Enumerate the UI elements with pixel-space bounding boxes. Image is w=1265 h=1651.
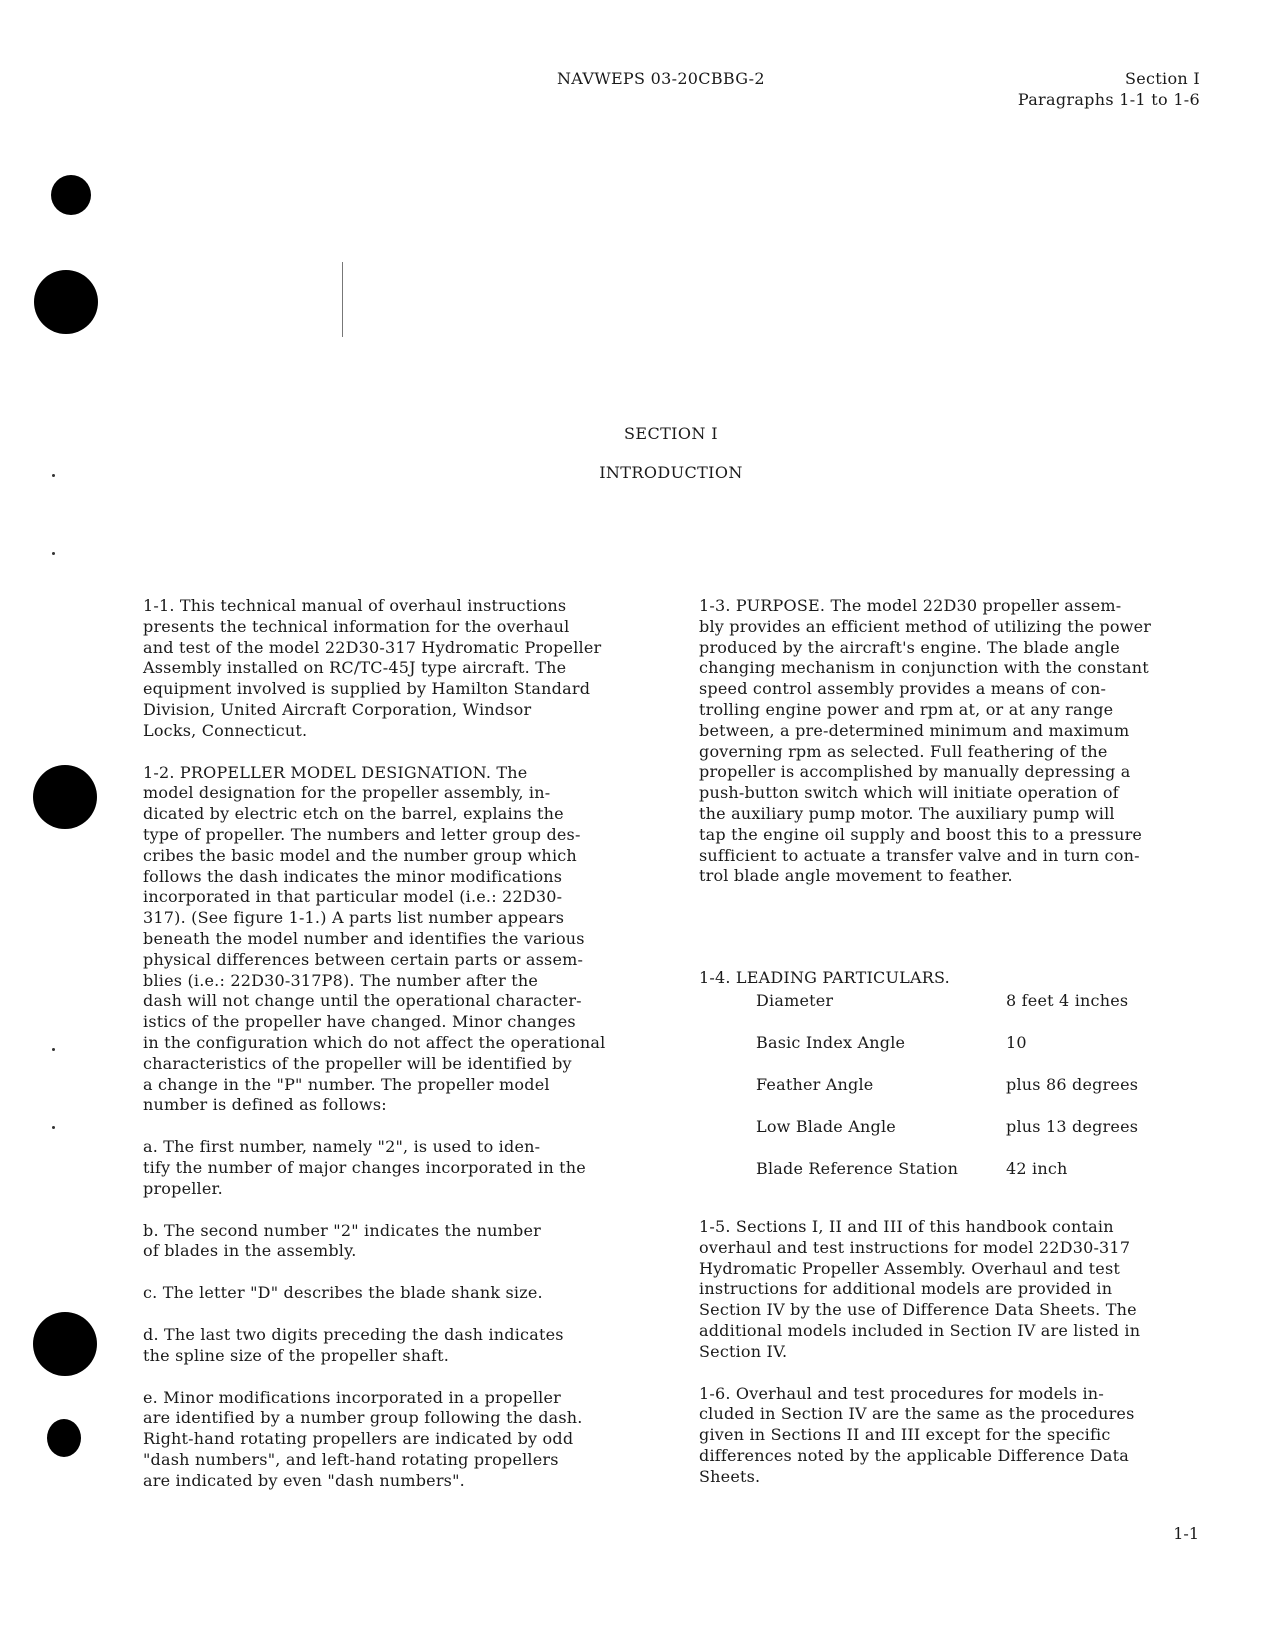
scan-mark bbox=[342, 262, 343, 337]
binder-hole bbox=[51, 175, 91, 215]
table-row bbox=[756, 1159, 1138, 1201]
section-name: INTRODUCTION bbox=[599, 463, 743, 482]
section-title: SECTION I bbox=[624, 424, 718, 443]
particular-label: Feather Angle bbox=[756, 1074, 874, 1094]
leading-particulars-table bbox=[756, 991, 1138, 1201]
paragraph-1-3: 1-3. PURPOSE. The model 22D30 propeller assem- bly provides an efficient method of utilizing the power produced by the aircraft's engine. The blade angle changing mechanism in conjunction with the constant speed control assembly provides a means of con- trolling engine power and rpm at, or at any range between, a pre-determined minimum and maximum governing rpm as selected. Full feathering of the propeller is accomplished by manually depressing a push-button switch which will initiate operation of the auxiliary pump motor. The auxiliary pump will tap the engine oil supply and boost this to a pressure sufficient to actuate a transfer valve and in turn con- trol blade angle movement to feather. bbox=[699, 596, 1152, 886]
paragraph-1-1: 1-1. This technical manual of overhaul instructions presents the technical information for the overhaul and test of the model 22D30-317 Hydromatic Propeller Assembly installed on RC/TC-45J type aircraft. The equipment involved is supplied by Hamilton Standard Division, United Aircraft Corporation, Windsor Locks, Connecticut. bbox=[143, 596, 602, 740]
particular-label: Basic Index Angle bbox=[756, 1032, 906, 1052]
page-speck bbox=[52, 1048, 55, 1051]
binder-hole bbox=[33, 1312, 97, 1376]
particular-value: 8 feet 4 inches bbox=[1006, 990, 1129, 1010]
page-speck bbox=[52, 552, 55, 555]
table-row bbox=[756, 1075, 1138, 1117]
list-item-e: e. Minor modifications incorporated in a propeller are identified by a number group following the dash. Right-hand rotating propellers are indicated by odd "dash numbers", and left-hand rotating propellers are indicated by even "dash numbers". bbox=[143, 1387, 583, 1490]
particular-value: 42 inch bbox=[1006, 1158, 1068, 1178]
particular-label: Low Blade Angle bbox=[756, 1116, 896, 1136]
paragraph-1-4-heading: 1-4. LEADING PARTICULARS. bbox=[699, 968, 950, 988]
document-number: NAVWEPS 03-20CBBG-2 bbox=[557, 69, 765, 88]
binder-hole bbox=[47, 1419, 81, 1457]
page-number: 1-1 bbox=[1173, 1524, 1199, 1543]
particular-label: Diameter bbox=[756, 990, 834, 1010]
left-column bbox=[143, 596, 673, 1491]
right-column bbox=[699, 596, 1219, 1488]
paragraph-1-5: 1-5. Sections I, II and III of this handbook contain overhaul and test instructions for model 22D30-317 Hydromatic Propeller Assembly. Overhaul and test instructions for additional models are provided in Section IV by the use of Difference Data Sheets. The additional models included in Section IV are listed in Section IV. bbox=[699, 1216, 1141, 1361]
list-item-d: d. The last two digits preceding the dash indicates the spline size of the propeller shaft. bbox=[143, 1324, 564, 1365]
paragraph-range: Paragraphs 1-1 to 1-6 bbox=[1017, 90, 1200, 109]
particular-value: plus 13 degrees bbox=[1006, 1116, 1139, 1136]
table-row bbox=[756, 991, 1138, 1033]
section-label: Section I bbox=[1125, 69, 1200, 88]
page-speck bbox=[52, 1126, 55, 1129]
list-item-b: b. The second number "2" indicates the number of blades in the assembly. bbox=[143, 1220, 541, 1261]
particular-label: Blade Reference Station bbox=[756, 1158, 959, 1178]
list-item-a: a. The first number, namely "2", is used to iden- tify the number of major changes incorporated in the propeller. bbox=[143, 1137, 586, 1198]
table-row bbox=[756, 1117, 1138, 1159]
binder-hole bbox=[33, 765, 97, 829]
binder-hole bbox=[34, 270, 98, 334]
particular-value: 10 bbox=[1006, 1032, 1027, 1052]
particular-value: plus 86 degrees bbox=[1006, 1074, 1139, 1094]
list-item-c: c. The letter "D" describes the blade shank size. bbox=[143, 1283, 543, 1303]
paragraph-1-6: 1-6. Overhaul and test procedures for models in- cluded in Section IV are the same as the procedures given in Sections II and III except for the specific differences noted by the applicable Difference Data Sheets. bbox=[699, 1383, 1135, 1486]
paragraph-1-2: 1-2. PROPELLER MODEL DESIGNATION. The model designation for the propeller assembly, in- dicated by electric etch on the barrel, explains the type of propeller. The numbers and letter group des- cribes the basic model and the number group which follows the dash indicates the minor modifications incorporated in that particular model (i.e.: 22D30- 317). (See figure 1-1.) A parts list number appears beneath the model number and identifies the various physical differences between certain parts or assem- blies (i.e.: 22D30-317P8). The number after the dash will not change until the operational character- istics of the propeller have changed. Minor changes in the configuration which do not affect the operational characteristics of the propeller will be identified by a change in the "P" number. The propeller model number is defined as follows: bbox=[143, 762, 606, 1115]
table-row bbox=[756, 1033, 1138, 1075]
